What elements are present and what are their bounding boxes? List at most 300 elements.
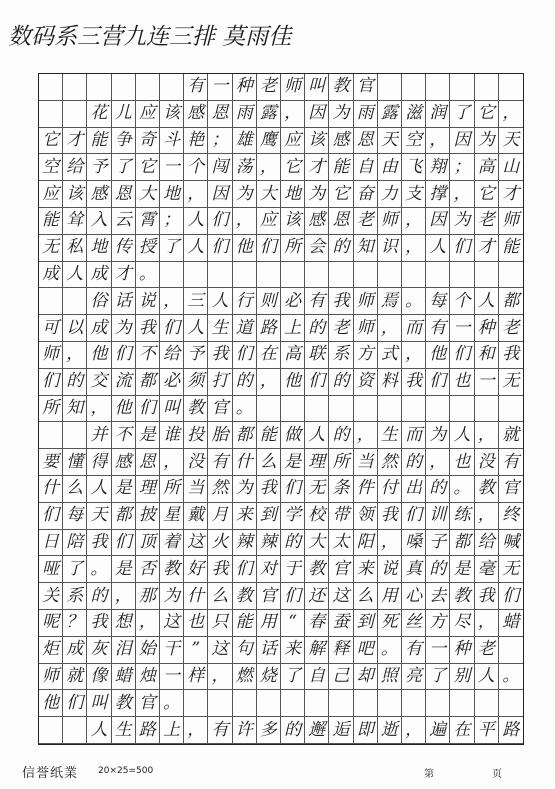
grid-cell: 耸 [63, 208, 87, 235]
grid-cell: 所 [160, 476, 184, 503]
grid-cell: ， [426, 449, 450, 476]
grid-cell: 什 [39, 476, 63, 503]
grid-cell: 老 [499, 315, 523, 342]
grid-cell [426, 690, 450, 717]
grid-cell: 润 [426, 101, 450, 128]
grid-cell: 。 [402, 288, 426, 315]
grid-cell: 都 [499, 288, 523, 315]
page-label-end: 页 [492, 769, 502, 780]
grid-cell: 带 [329, 503, 353, 530]
grid-cell: ， [402, 717, 426, 744]
grid-cell: 因 [450, 128, 474, 155]
grid-cell: 雄 [233, 128, 257, 155]
grid-cell: 了 [450, 101, 474, 128]
grid-cell: 们 [402, 503, 426, 530]
grid-cell [39, 74, 63, 101]
grid-cell [402, 396, 426, 423]
grid-cell: 滋 [402, 101, 426, 128]
grid-cell: 子 [426, 530, 450, 557]
grid-cell: 授 [136, 235, 160, 262]
grid-cell [305, 396, 329, 423]
grid-cell [402, 74, 426, 101]
grid-cell: 嗓 [402, 530, 426, 557]
grid-cell: 为 [233, 476, 257, 503]
grid-cell: 为 [426, 422, 450, 449]
grid-cell: 们 [426, 369, 450, 396]
grid-cell: 官 [329, 556, 353, 583]
grid-cell: 却 [354, 664, 378, 691]
grid-cell: 成 [63, 637, 87, 664]
grid-cell: 感 [87, 181, 111, 208]
grid-cell: 儿 [112, 101, 136, 128]
grid-cell: 丝 [402, 610, 426, 637]
grid-cell: 我 [87, 530, 111, 557]
grid-cell: 雨 [233, 101, 257, 128]
grid-cell: 就 [63, 664, 87, 691]
grid-cell: 知 [63, 396, 87, 423]
grid-cell: 才 [305, 154, 329, 181]
grid-cell [499, 262, 523, 289]
grid-cell: 他 [233, 235, 257, 262]
grid-cell: 戴 [184, 503, 208, 530]
grid-cell: 会 [305, 235, 329, 262]
grid-cell: 官 [208, 396, 232, 423]
grid-cell: 什 [184, 583, 208, 610]
grid-cell: 支 [402, 181, 426, 208]
grid-cell: 联 [305, 342, 329, 369]
grid-cell [63, 288, 87, 315]
grid-cell: 教 [475, 476, 499, 503]
grid-cell: 那 [136, 583, 160, 610]
grid-cell [257, 262, 281, 289]
grid-cell [63, 422, 87, 449]
grid-cell: 么 [354, 583, 378, 610]
grid-cell: 们 [39, 369, 63, 396]
grid-cell: 用 [257, 610, 281, 637]
grid-cell: 生 [208, 315, 232, 342]
grid-cell: 老 [257, 74, 281, 101]
grid-cell: 们 [63, 690, 87, 717]
grid-cell: 是 [112, 556, 136, 583]
grid-cell: 炬 [39, 637, 63, 664]
grid-cell: 能 [329, 154, 353, 181]
grid-cell: 奋 [354, 181, 378, 208]
grid-cell [87, 74, 111, 101]
grid-cell: 也 [184, 610, 208, 637]
grid-cell: 天 [378, 128, 402, 155]
grid-cell: 人 [184, 235, 208, 262]
grid-cell [39, 288, 63, 315]
grid-cell: 自 [354, 154, 378, 181]
grid-cell: 们 [450, 235, 474, 262]
grid-cell: 在 [450, 717, 474, 744]
grid-cell: 一 [475, 369, 499, 396]
grid-cell: 大 [136, 181, 160, 208]
grid-cell: 蚕 [329, 610, 353, 637]
grid-cell: 艳 [184, 128, 208, 155]
grid-cell: 地 [87, 235, 111, 262]
grid-cell: 己 [329, 664, 353, 691]
grid-cell: 辣 [233, 530, 257, 557]
grid-cell [499, 637, 523, 664]
grid-cell: 着 [160, 530, 184, 557]
grid-cell: 它 [475, 101, 499, 128]
grid-cell: 师 [499, 208, 523, 235]
grid-cell [160, 74, 184, 101]
grid-cell: ， [402, 208, 426, 235]
grid-cell: 。 [87, 556, 111, 583]
grid-cell: 大 [257, 181, 281, 208]
grid-cell: 月 [208, 503, 232, 530]
grid-cell: 该 [281, 208, 305, 235]
grid-cell [305, 690, 329, 717]
grid-cell: 他 [281, 369, 305, 396]
grid-cell: 三 [184, 288, 208, 315]
grid-cell: 否 [136, 556, 160, 583]
grid-cell: 为 [112, 315, 136, 342]
grid-cell [475, 396, 499, 423]
grid-cell: 人 [87, 476, 111, 503]
grid-cell: 知 [354, 235, 378, 262]
grid-cell: 它 [39, 128, 63, 155]
grid-cell: 种 [233, 74, 257, 101]
grid-cell: 。 [136, 262, 160, 289]
grid-cell: 的 [329, 369, 353, 396]
grid-cell: 哑 [39, 556, 63, 583]
grid-cell: 好 [184, 556, 208, 583]
grid-cell: 们 [281, 583, 305, 610]
grid-cell: 尽 [450, 610, 474, 637]
grid-cell: 有 [208, 449, 232, 476]
grid-cell: 是 [450, 556, 474, 583]
grid-cell [354, 396, 378, 423]
grid-cell: 有 [184, 74, 208, 101]
grid-cell: 感 [184, 101, 208, 128]
grid-cell: 于 [281, 556, 305, 583]
grid-cell: 人 [305, 422, 329, 449]
grid-cell: 成 [87, 262, 111, 289]
grid-cell: 么 [208, 583, 232, 610]
grid-cell: 给 [160, 342, 184, 369]
grid-cell: 用 [378, 583, 402, 610]
grid-cell: 想 [112, 610, 136, 637]
grid-cell: 懂 [63, 449, 87, 476]
grid-cell: 恩 [136, 449, 160, 476]
grid-cell: 料 [378, 369, 402, 396]
grid-cell: ， [257, 154, 281, 181]
grid-cell: 恩 [112, 181, 136, 208]
grid-cell: 飞 [402, 154, 426, 181]
grid-cell: 空 [39, 154, 63, 181]
grid-cell: ， [184, 717, 208, 744]
grid-cell: ； [208, 128, 232, 155]
grid-cell: 人 [63, 262, 87, 289]
grid-cell: 我 [329, 288, 353, 315]
grid-cell: 焉 [378, 288, 402, 315]
page-label-start: 第 [424, 769, 434, 780]
grid-cell: 官 [136, 690, 160, 717]
grid-cell: 应 [136, 101, 160, 128]
grid-cell [257, 396, 281, 423]
grid-cell [475, 262, 499, 289]
grid-cell: 露 [378, 101, 402, 128]
grid-cell: 种 [475, 315, 499, 342]
grid-cell [63, 717, 87, 744]
grid-cell: 句 [233, 637, 257, 664]
grid-cell: 无 [499, 369, 523, 396]
grid-cell: 胎 [208, 422, 232, 449]
grid-cell [63, 74, 87, 101]
grid-cell: 应 [257, 208, 281, 235]
grid-cell: 才 [112, 262, 136, 289]
grid-cell: 学 [281, 503, 305, 530]
grid-cell: 了 [112, 154, 136, 181]
grid-cell [184, 262, 208, 289]
grid-cell: 力 [378, 181, 402, 208]
grid-cell: 像 [87, 664, 111, 691]
grid-cell: ， [136, 610, 160, 637]
grid-cell: 系 [63, 583, 87, 610]
grid-cell: 的 [426, 556, 450, 583]
grid-cell [378, 396, 402, 423]
grid-cell: ， [378, 530, 402, 557]
grid-cell [281, 396, 305, 423]
grid-cell: 天 [87, 503, 111, 530]
grid-cell: 撑 [426, 181, 450, 208]
grid-cell: 们 [39, 503, 63, 530]
grid-cell: 都 [112, 503, 136, 530]
grid-cell [475, 74, 499, 101]
grid-cell [475, 690, 499, 717]
grid-cell: 我 [378, 503, 402, 530]
grid-cell: 邂 [305, 717, 329, 744]
grid-cell: 成 [39, 262, 63, 289]
grid-cell: 给 [475, 530, 499, 557]
grid-cell: 一 [426, 637, 450, 664]
grid-cell: 交 [87, 369, 111, 396]
grid-cell: 成 [87, 315, 111, 342]
grid-cell: ， [160, 288, 184, 315]
grid-cell: 是 [112, 476, 136, 503]
grid-cell: 人 [87, 717, 111, 744]
grid-cell: 予 [184, 342, 208, 369]
grid-cell: 师 [39, 664, 63, 691]
grid-cell: 师 [39, 342, 63, 369]
grid-cell: 种 [450, 637, 474, 664]
grid-cell: 来 [281, 637, 305, 664]
grid-cell: 毫 [475, 556, 499, 583]
grid-cell: 官 [499, 476, 523, 503]
grid-cell: 然 [378, 449, 402, 476]
grid-cell: 能 [257, 422, 281, 449]
grid-cell: 感 [112, 449, 136, 476]
grid-cell: 的 [281, 717, 305, 744]
grid-cell: 心 [402, 583, 426, 610]
grid-cell: 资 [354, 369, 378, 396]
grid-cell: 才 [499, 181, 523, 208]
grid-cell: 它 [475, 181, 499, 208]
grid-cell: 能 [233, 610, 257, 637]
grid-cell: 叫 [160, 396, 184, 423]
grid-cell: ， [475, 503, 499, 530]
grid-cell: ？ [63, 610, 87, 637]
grid-cell: 私 [63, 235, 87, 262]
grid-cell: 都 [136, 369, 160, 396]
grid-cell: 这 [329, 583, 353, 610]
grid-cell: 该 [160, 101, 184, 128]
grid-cell: 就 [499, 422, 523, 449]
grid-cell [402, 690, 426, 717]
grid-cell: 是 [281, 449, 305, 476]
grid-cell: 师 [354, 288, 378, 315]
grid-cell: 为 [160, 583, 184, 610]
grid-cell: 别 [450, 664, 474, 691]
grid-cell: ， [475, 422, 499, 449]
grid-cell [39, 717, 63, 744]
grid-cell: 们 [305, 369, 329, 396]
grid-cell: 恩 [354, 128, 378, 155]
grid-cell: ， [281, 101, 305, 128]
grid-cell [160, 262, 184, 289]
grid-cell: ” [184, 637, 208, 664]
grid-cell: 所 [39, 396, 63, 423]
grid-cell [63, 101, 87, 128]
grid-cell: 老 [475, 208, 499, 235]
grid-cell: 感 [329, 128, 353, 155]
grid-cell: 它 [281, 154, 305, 181]
grid-cell: 都 [450, 530, 474, 557]
grid-cell: 不 [112, 422, 136, 449]
grid-cell: 在 [257, 342, 281, 369]
grid-cell: 流 [112, 369, 136, 396]
grid-cell: 们 [136, 396, 160, 423]
grid-cell: 俗 [87, 288, 111, 315]
grid-cell: 的 [233, 369, 257, 396]
grid-cell: 高 [475, 154, 499, 181]
grid-cell: 这 [208, 637, 232, 664]
grid-cell: 人 [184, 315, 208, 342]
grid-cell: 喊 [499, 530, 523, 557]
grid-cell: 必 [160, 369, 184, 396]
grid-cell: 教 [184, 396, 208, 423]
grid-cell: 为 [233, 181, 257, 208]
grid-cell: 生 [112, 717, 136, 744]
grid-cell: 官 [354, 74, 378, 101]
grid-cell: 他 [87, 342, 111, 369]
grid-cell: 灰 [87, 637, 111, 664]
grid-cell: 样 [184, 664, 208, 691]
grid-cell: 们 [160, 315, 184, 342]
grid-cell: 上 [160, 717, 184, 744]
grid-cell [184, 690, 208, 717]
grid-cell: 他 [426, 342, 450, 369]
grid-cell: 死 [378, 610, 402, 637]
grid-cell: 对 [257, 556, 281, 583]
grid-cell: 个 [450, 288, 474, 315]
grid-cell: 当 [184, 476, 208, 503]
grid-cell: 叫 [87, 690, 111, 717]
grid-cell: 霄 [136, 208, 160, 235]
grid-cell: 方 [354, 342, 378, 369]
grid-cell [208, 690, 232, 717]
grid-cell: 的 [305, 315, 329, 342]
grid-cell: 都 [233, 422, 257, 449]
grid-cell: 翔 [426, 154, 450, 181]
grid-cell: 来 [233, 503, 257, 530]
grid-cell: 们 [257, 235, 281, 262]
grid-cell: 校 [305, 503, 329, 530]
grid-cell: 为 [475, 128, 499, 155]
grid-cell: 才 [63, 128, 87, 155]
grid-cell: 我 [499, 342, 523, 369]
grid-cell: 们 [112, 342, 136, 369]
grid-cell: 它 [329, 181, 353, 208]
grid-cell: 的 [426, 476, 450, 503]
grid-cell: 为 [305, 181, 329, 208]
grid-cell: 真 [402, 556, 426, 583]
grid-cell: ， [426, 128, 450, 155]
grid-cell: 做 [281, 422, 305, 449]
grid-cell: 人 [475, 288, 499, 315]
grid-cell: 打 [208, 369, 232, 396]
manuscript-grid [38, 73, 524, 745]
grid-cell: 争 [112, 128, 136, 155]
grid-cell: 。 [499, 664, 523, 691]
grid-cell: 是 [136, 422, 160, 449]
grid-cell: 。 [378, 637, 402, 664]
grid-cell: ， [475, 610, 499, 637]
grid-cell [450, 690, 474, 717]
grid-cell: 的 [402, 449, 426, 476]
grid-cell: 由 [378, 154, 402, 181]
grid-cell: 自 [305, 664, 329, 691]
grid-cell: 个 [184, 154, 208, 181]
grid-cell [450, 262, 474, 289]
grid-cell: ， [184, 181, 208, 208]
grid-cell [281, 690, 305, 717]
grid-cell: 恩 [208, 101, 232, 128]
grid-cell: 应 [281, 128, 305, 155]
grid-cell: 老 [329, 315, 353, 342]
grid-cell: 到 [354, 610, 378, 637]
grid-cell: 到 [257, 503, 281, 530]
grid-cell: 人 [450, 422, 474, 449]
grid-cell [281, 262, 305, 289]
grid-cell [354, 262, 378, 289]
grid-cell: 照 [378, 664, 402, 691]
grid-cell: 说 [136, 288, 160, 315]
grid-cell: 关 [39, 583, 63, 610]
grid-cell: ； [160, 208, 184, 235]
grid-cell [112, 74, 136, 101]
grid-cell: 每 [426, 288, 450, 315]
grid-cell: ， [499, 101, 523, 128]
grid-cell: 投 [184, 422, 208, 449]
grid-cell [329, 262, 353, 289]
grid-cell: 没 [184, 449, 208, 476]
grid-cell: 有 [402, 637, 426, 664]
grid-cell: ， [402, 235, 426, 262]
grid-cell: 才 [475, 235, 499, 262]
grid-cell: 也 [450, 449, 474, 476]
grid-cell: 去 [426, 583, 450, 610]
grid-cell: 蜡 [499, 610, 523, 637]
grid-cell: 亮 [402, 664, 426, 691]
grid-cell [378, 262, 402, 289]
grid-cell: 行 [233, 288, 257, 315]
grid-cell: 花 [87, 101, 111, 128]
grid-cell: 不 [136, 342, 160, 369]
